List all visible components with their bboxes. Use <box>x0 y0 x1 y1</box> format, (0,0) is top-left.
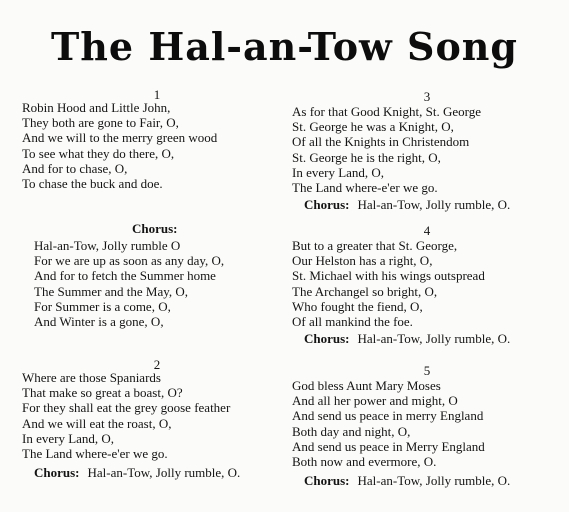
chorus-line: The Summer and the May, O, <box>34 283 189 299</box>
verse-line: As for that Good Knight, St. George <box>292 104 481 119</box>
chorus-refrain-text: Hal-an-Tow, Jolly rumble, O. <box>87 465 241 480</box>
chorus-line: And for to fetch the Summer home <box>34 268 216 284</box>
verse-line: The Land where-e'er we go. <box>292 180 438 196</box>
verse-line: Where are those Spaniards <box>22 370 161 385</box>
chorus-heading: Chorus: <box>132 221 178 236</box>
chorus-refrain-5 <box>304 474 510 488</box>
verse-line: For they shall eat the grey goose feather <box>22 400 231 416</box>
verse-line: Both day and night, O, <box>292 423 411 439</box>
verse-line: And all her power and might, O <box>292 393 458 409</box>
verse-line: And send us peace in merry England <box>292 408 484 424</box>
chorus-refrain-4 <box>304 332 510 346</box>
verse-4-number: 4 <box>423 223 431 238</box>
chorus-full <box>34 238 224 329</box>
verse-line: St. Michael with his wings outspread <box>292 268 485 284</box>
verse-line: The Land where-e'er we go. <box>22 446 168 462</box>
verse-line: Of all the Knights in Christendom <box>292 134 470 150</box>
verse-line: That make so great a boast, O? <box>22 385 183 401</box>
verse-line: In every Land, O, <box>292 164 385 180</box>
verse-line: To see what they do there, O, <box>22 145 175 161</box>
verse-line: Robin Hood and Little John, <box>22 100 171 115</box>
verse-line: Our Helston has a right, O, <box>292 253 433 269</box>
verse-4 <box>292 238 485 329</box>
verse-line: To chase the buck and doe. <box>22 176 163 192</box>
chorus-refrain-2 <box>34 466 240 480</box>
song-title: The Hal-an-Tow Song <box>51 24 518 69</box>
verse-line: Both now and evermore, O. <box>292 454 437 470</box>
verse-1-number: 1 <box>153 87 161 102</box>
verse-3 <box>292 104 481 195</box>
verse-line: Of all mankind the foe. <box>292 314 413 330</box>
chorus-refrain-3 <box>304 198 510 212</box>
verse-line: The Archangel so bright, O, <box>292 283 438 299</box>
chorus-line: And Winter is a gone, O, <box>34 314 164 330</box>
verse-line: St. George he was a Knight, O, <box>292 119 454 135</box>
verse-line: In every Land, O, <box>22 430 115 446</box>
verse-line: And for to chase, O, <box>22 160 128 176</box>
verse-line: They both are gone to Fair, O, <box>22 115 179 131</box>
verse-1 <box>22 100 217 191</box>
verse-line: Who fought the fiend, O, <box>292 298 423 314</box>
verse-3-number: 3 <box>423 89 431 104</box>
chorus-line: Hal-an-Tow, Jolly rumble O <box>34 238 181 253</box>
verse-line: But to a greater that St. George, <box>292 238 458 253</box>
verse-line: And we will eat the roast, O, <box>22 415 172 431</box>
chorus-label: Chorus: <box>304 197 350 212</box>
chorus-refrain-text: Hal-an-Tow, Jolly rumble, O. <box>357 331 511 346</box>
verse-5 <box>292 378 485 469</box>
chorus-label: Chorus: <box>34 465 80 480</box>
verse-2 <box>22 370 230 461</box>
chorus-refrain-text: Hal-an-Tow, Jolly rumble, O. <box>357 197 511 212</box>
verse-2-number: 2 <box>153 357 161 372</box>
chorus-label: Chorus: <box>304 331 350 346</box>
verse-line: St. George he is the right, O, <box>292 149 441 165</box>
verse-line: God bless Aunt Mary Moses <box>292 378 441 393</box>
verse-line: And send us peace in Merry England <box>292 438 485 454</box>
chorus-refrain-text: Hal-an-Tow, Jolly rumble, O. <box>357 473 511 488</box>
verse-line: And we will to the merry green wood <box>22 130 218 146</box>
chorus-line: For Summer is a come, O, <box>34 298 171 314</box>
chorus-line: For we are up as soon as any day, O, <box>34 253 225 269</box>
chorus-label: Chorus: <box>304 473 350 488</box>
verse-5-number: 5 <box>423 363 431 378</box>
